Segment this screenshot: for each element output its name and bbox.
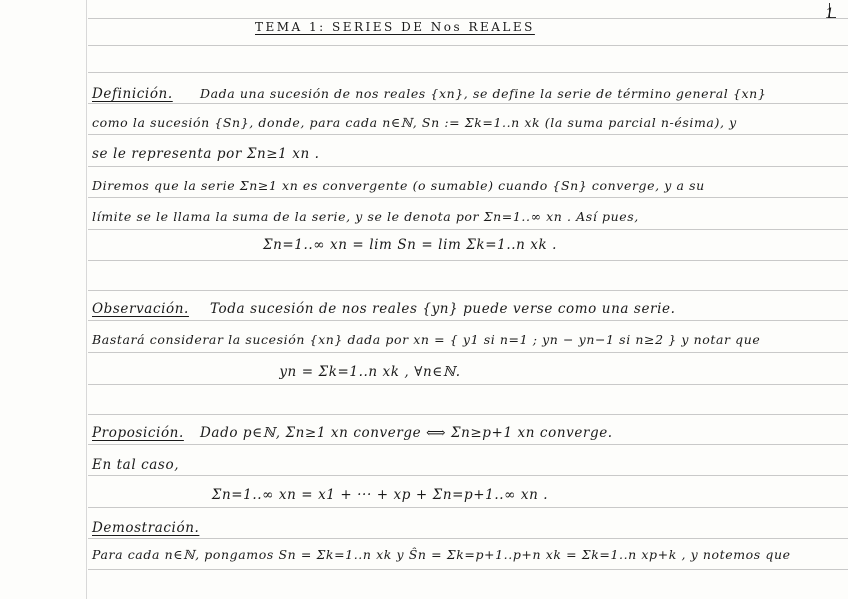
observation-heading: Observación. (92, 301, 189, 317)
ruled-line (88, 103, 848, 104)
ruled-line (88, 475, 848, 476)
ruled-line (88, 444, 848, 445)
ruled-line (88, 134, 848, 135)
ruled-line (88, 18, 848, 19)
ruled-line (88, 538, 848, 539)
proof-heading: Demostración. (92, 520, 200, 536)
proposition-formula: Σn=1..∞ xn = x1 + ··· + xp + Σn=p+1..∞ xn . (211, 487, 549, 503)
definition-line-5: límite se le llama la suma de la serie, y se le denota por Σn=1..∞ xn . Así pues, (92, 209, 639, 224)
ruled-line (88, 507, 848, 508)
ruled-line (88, 414, 848, 415)
ruled-line (88, 290, 848, 291)
observation-line-1: Toda sucesión de nos reales {yn} puede verse como una serie. (210, 301, 676, 317)
ruled-line (88, 384, 848, 385)
observation-formula: yn = Σk=1..n xk , ∀n∈ℕ. (279, 364, 461, 380)
definition-line-4: Diremos que la serie Σn≥1 xn es convergente (o sumable) cuando {Sn} converge, y a su (92, 178, 705, 193)
proof-line-1: Para cada n∈ℕ, pongamos Sn = Σk=1..n xk y Ŝn = Σk=p+1..p+n xk = Σk=1..n xp+k , y notemos que (92, 547, 791, 562)
ruled-line (88, 166, 848, 167)
ruled-line (88, 569, 848, 570)
proposition-heading: Proposición. (92, 425, 184, 441)
page-number: 1 (825, 6, 834, 22)
definition-line-2: como la sucesión {Sn}, donde, para cada n∈ℕ, Sn := Σk=1..n xk (la suma parcial n-ésima), y (92, 115, 737, 130)
ruled-line (88, 260, 848, 261)
page-title: TEMA 1: SERIES DE Nos REALES (255, 20, 535, 34)
series-sum-formula: Σn=1..∞ xn = lim Sn = lim Σk=1..n xk . (262, 237, 558, 253)
ruled-line (88, 197, 848, 198)
definition-heading: Definición. (92, 86, 173, 102)
ruled-line (88, 72, 848, 73)
proposition-line-1: Dado p∈ℕ, Σn≥1 xn converge ⟺ Σn≥p+1 xn converge. (200, 425, 613, 441)
proposition-line-2: En tal caso, (92, 457, 180, 473)
definition-line-1: Dada una sucesión de nos reales {xn}, se define la serie de término general {xn} (200, 86, 767, 101)
ruled-line (88, 229, 848, 230)
ruled-line (88, 352, 848, 353)
ruled-line (88, 320, 848, 321)
margin-line (86, 0, 87, 599)
observation-line-2: Bastará considerar la sucesión {xn} dada por xn = { y1 si n=1 ; yn − yn−1 si n≥2 } y notar que (92, 332, 761, 347)
definition-line-3: se le representa por Σn≥1 xn . (92, 146, 320, 162)
ruled-line (88, 45, 848, 46)
